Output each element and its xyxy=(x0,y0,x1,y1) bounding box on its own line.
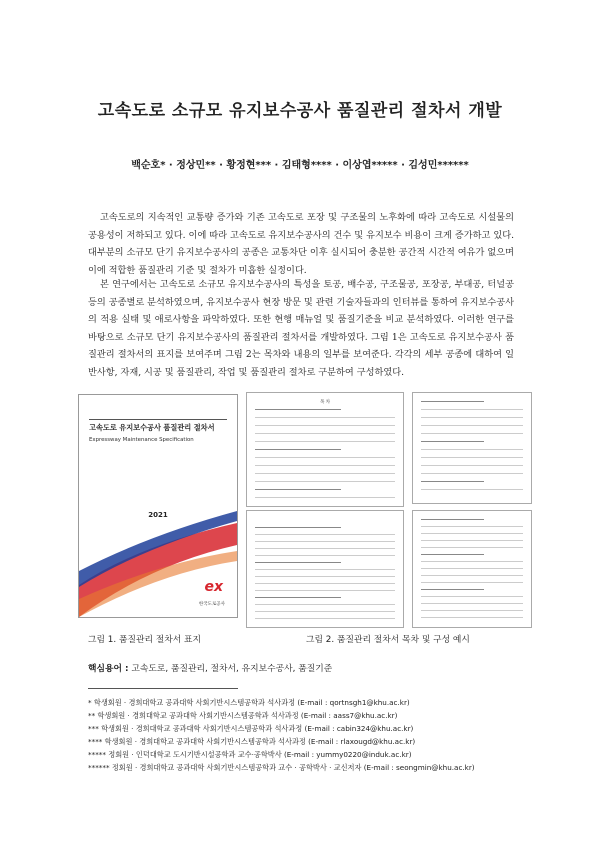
page-text-line xyxy=(255,433,395,434)
page-text-line xyxy=(255,425,395,426)
cover-title: 고속도로 유지보수공사 품질관리 절차서 xyxy=(89,423,215,432)
footnote: ** 학생회원 · 경희대학교 공과대학 사회기반시스템공학과 석사과정 (E-mail : aass7@khu.ac.kr) xyxy=(88,711,398,720)
page-text-line xyxy=(255,534,395,535)
page-text-line xyxy=(421,441,484,442)
keywords xyxy=(88,661,332,674)
page-text-line xyxy=(255,449,341,450)
page-text-line xyxy=(255,597,341,598)
page-text-line xyxy=(421,617,523,618)
page-text-line xyxy=(255,548,395,549)
page-text-line xyxy=(255,417,395,418)
page-text-line xyxy=(421,596,523,597)
page-text-line xyxy=(255,618,395,619)
page-text-line xyxy=(421,465,523,466)
page-text-line xyxy=(421,417,523,418)
keywords-label: 핵심용어 : xyxy=(88,664,129,674)
content-page-2 xyxy=(412,510,532,628)
keywords-text: 고속도로, 품질관리, 절차서, 유지보수공사, 품질기준 xyxy=(131,664,333,674)
cover-year: 2021 xyxy=(148,511,168,519)
page-text-line xyxy=(255,541,395,542)
page-text-line xyxy=(421,481,484,482)
page-text-line xyxy=(421,547,523,548)
page-text-line xyxy=(255,465,395,466)
page-text-line xyxy=(421,561,523,562)
figure-1-caption: 그림 1. 품질관리 절차서 표지 xyxy=(88,635,202,645)
page-text-line xyxy=(255,583,395,584)
page-text-line xyxy=(255,489,341,490)
cover-organization: 한국도로공사 xyxy=(198,602,225,607)
page-text-line xyxy=(421,526,523,527)
body-paragraph-2 xyxy=(88,276,514,382)
page-text-line xyxy=(421,425,523,426)
footnote: ***** 정회원 · 인덕대학교 도시기반시설공학과 교수·공학박사 (E-mail : yummy0220@induk.ac.kr) xyxy=(88,750,412,759)
page-text-line xyxy=(421,603,523,604)
paragraph-text: 본 연구에서는 고속도로 소규모 유지보수공사의 특성을 토공, 배수공, 구조물공, 포장공, 부대공, 터널공 등의 공종별로 분석하였으며, 유지보수공사 현장 방문 및 관련 기술자들과의 인터뷰를 통하여 유지보수공사의 적용 실태 및 애로사항을 파악하였다. 또한 현행 매뉴얼 및 품질기준을 비교 분석하였다. 이러한 연구를 바탕으로 소규모 단기 유지보수공사의 품질관리 절차서를 개발하였다. 그림 1은 고속도로 유지보수공사 품질관리 절차서의 표지를 보여주며 그림 2는 목차와 내용의 일부를 보여준다. 각각의 세부 공종에 대하여 일반사항, 자재, 시공 및 품질관리, 작업 및 품질관리 절차로 구분하여 구성하였다. xyxy=(88,279,514,378)
cover-figure xyxy=(78,394,238,618)
cover-rule xyxy=(89,419,227,420)
page-text-line xyxy=(421,489,523,490)
page-text-line xyxy=(255,481,395,482)
page-text-line xyxy=(421,575,523,576)
footnote: **** 학생회원 · 경희대학교 공과대학 사회기반시스템공학과 석사과정 (E-mail : rlaxougd@khu.ac.kr) xyxy=(88,737,416,746)
toc-page-1 xyxy=(246,392,404,507)
cover-subtitle: Expressway Maintenance Specification xyxy=(89,437,194,443)
page-text-line xyxy=(421,610,523,611)
page-text-line xyxy=(421,568,523,569)
page-text-line xyxy=(255,457,395,458)
page-text-line xyxy=(421,473,523,474)
toc-heading: 목 차 xyxy=(319,400,331,405)
page-text-line xyxy=(255,576,395,577)
page-text-line xyxy=(421,409,523,410)
page-text-line xyxy=(255,590,395,591)
page-text-line xyxy=(421,533,523,534)
page-text-line xyxy=(421,519,484,520)
page-text-line xyxy=(255,441,395,442)
page-text-line xyxy=(421,433,523,434)
page-text-line xyxy=(255,569,395,570)
footnote: ****** 정회원 · 경희대학교 공과대학 사회기반시스템공학과 교수 · 공학박사 · 교신저자 (E-mail : seongmin@khu.ac.kr) xyxy=(88,763,475,772)
paragraph-text: 고속도로의 지속적인 교통량 증가와 기존 고속도로 포장 및 구조물의 노후화에 따라 고속도로 시설물의 공용성이 저하되고 있다. 이에 따라 고속도로 유지보수공사의 건수 및 유지보수 비용이 크게 증가하고 있다. 대부분의 소규모 단기 유지보수공사의 공종은 교통차단 이후 실시되어 충분한 공간적 시간적 여유가 없으며 이에 적합한 품질관리 기준 및 절차가 미흡한 실정이다. xyxy=(88,212,514,276)
content-page-1 xyxy=(246,510,404,628)
author-list: 백순호* · 정상민** · 황정현*** · 김태형**** · 이상엽***** · 김성민****** xyxy=(131,160,469,171)
page-text-line xyxy=(421,554,484,555)
paper-title: 고속도로 소규모 유지보수공사 품질관리 절차서 개발 xyxy=(97,101,503,121)
page-text-line xyxy=(255,409,341,410)
footnote: *** 학생회원 · 경희대학교 공과대학 사회기반시스템공학과 석사과정 (E-mail : cabin324@khu.ac.kr) xyxy=(88,724,414,733)
ex-logo: ex xyxy=(204,579,223,595)
toc-page-2 xyxy=(412,392,532,504)
footnote: * 학생회원 · 경희대학교 공과대학 사회기반시스템공학과 석사과정 (E-mail : qortnsgh1@khu.ac.kr) xyxy=(88,698,410,707)
figure-2-caption: 그림 2. 품질관리 절차서 목차 및 구성 예시 xyxy=(306,635,470,645)
page-text-line xyxy=(421,449,523,450)
page-text-line xyxy=(421,401,484,402)
page-text-line xyxy=(421,457,523,458)
page-text-line xyxy=(255,555,395,556)
footnote-divider xyxy=(88,688,238,689)
page-text-line xyxy=(255,611,395,612)
page-text-line xyxy=(255,527,341,528)
page-text-line xyxy=(255,497,395,498)
page-text-line xyxy=(421,589,484,590)
page-text-line xyxy=(255,473,395,474)
body-paragraph-1 xyxy=(88,209,514,279)
page-text-line xyxy=(255,562,341,563)
page-text-line xyxy=(255,604,395,605)
page-text-line xyxy=(421,582,523,583)
page-text-line xyxy=(421,540,523,541)
